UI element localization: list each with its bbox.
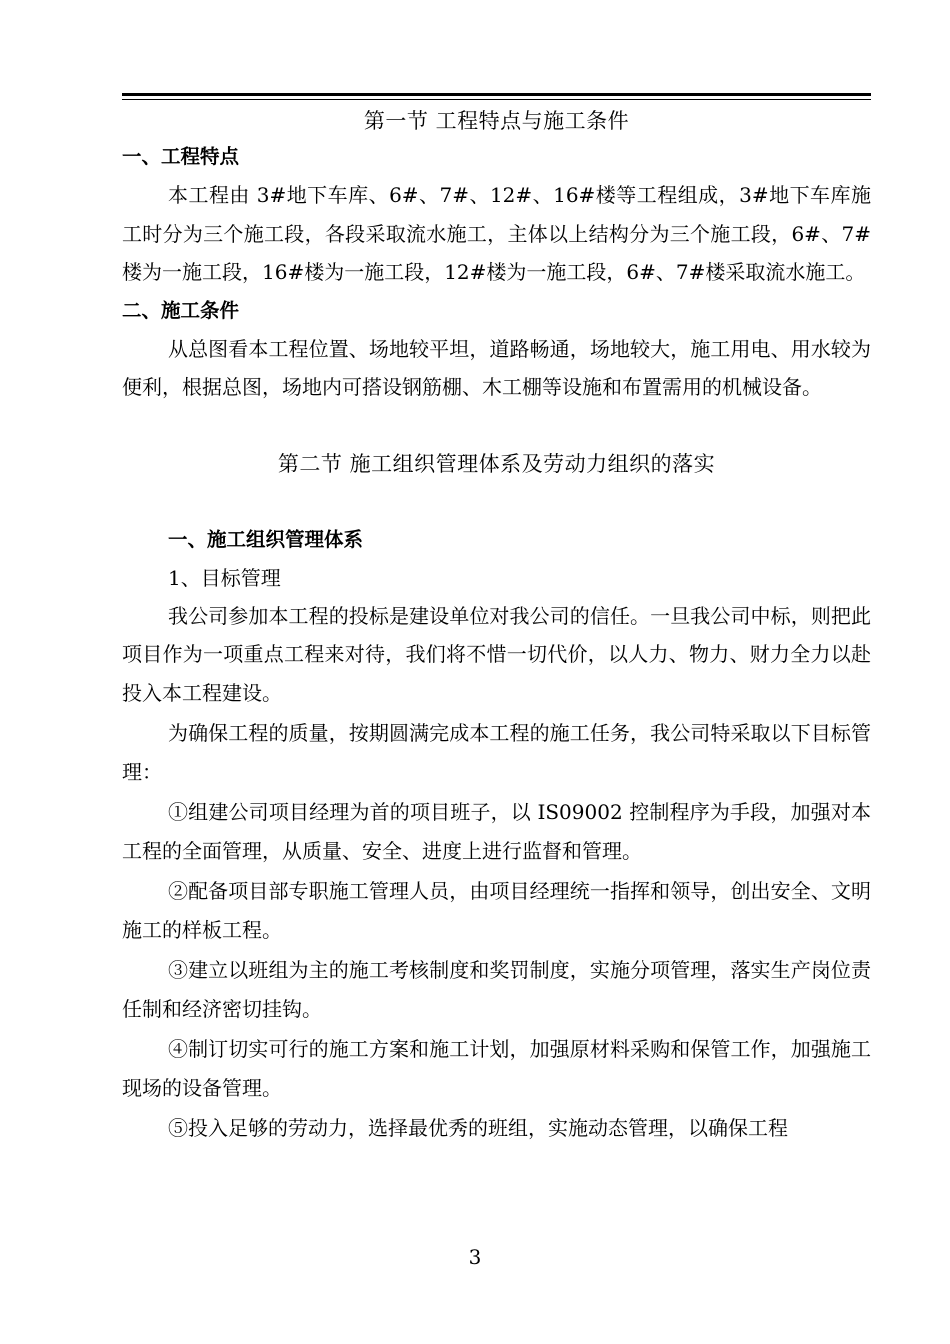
paragraph-item-5: ⑤投入足够的劳动力，选择最优秀的班组，实施动态管理，以确保工程 [168,1116,788,1140]
paragraph-project-features: 本工程由 3#地下车库、6#、7#、12#、16#楼等工程组成，3#地下车库施工时分为三个施工段，各段采取流水施工，主体以上结构分为三个施工段，6#、7#楼为一施工段，16#楼为一施工段，12#楼为一施工段，6#、7#楼采取流水施工。 [122,183,871,284]
paragraph-item-4: ④制订切实可行的施工方案和施工计划，加强原材料采购和保管工作，加强施工现场的设备管理。 [122,1037,871,1100]
paragraph-bid-commitment: 我公司参加本工程的投标是建设单位对我公司的信任。一旦我公司中标，则把此项目作为一项重点工程来对待，我们将不惜一切代价，以人力、物力、财力全力以赴投入本工程建设。 [122,603,871,705]
paragraph-item-1: ①组建公司项目经理为首的项目班子，以 IS09002 控制程序为手段，加强对本工程的全面管理，从质量、安全、进度上进行监督和管理。 [122,800,871,863]
section-2-title: 第二节 施工组织管理体系及劳动力组织的落实 [277,451,716,476]
heading-project-features: 一、工程特点 [122,145,240,168]
paragraph-item-3: ③建立以班组为主的施工考核制度和奖罚制度，实施分项管理，落实生产岗位责任制和经济密切挂钩。 [122,958,871,1021]
paragraph-item-2: ②配备项目部专职施工管理人员，由项目经理统一指挥和领导，创出安全、文明施工的样板工程。 [122,879,871,942]
header-rule-thick [122,93,871,96]
header-rule-thin [122,99,871,100]
heading-management-system: 一、施工组织管理体系 [168,527,364,551]
paragraph-construction-conditions: 从总图看本工程位置、场地较平坦，道路畅通，场地较大，施工用电、用水较为便利，根据总图，场地内可搭设钢筋棚、木工棚等设施和布置需用的机械设备。 [122,336,871,399]
page-body [122,104,871,1148]
section-1-title: 第一节 工程特点与施工条件 [363,109,630,133]
paragraph-target-intro: 为确保工程的质量，按期圆满完成本工程的施工任务，我公司特采取以下目标管理： [122,721,871,784]
page-number: 3 [468,1245,482,1269]
subheading-target-management: 1、目标管理 [168,565,281,590]
heading-construction-conditions: 二、施工条件 [122,298,240,322]
